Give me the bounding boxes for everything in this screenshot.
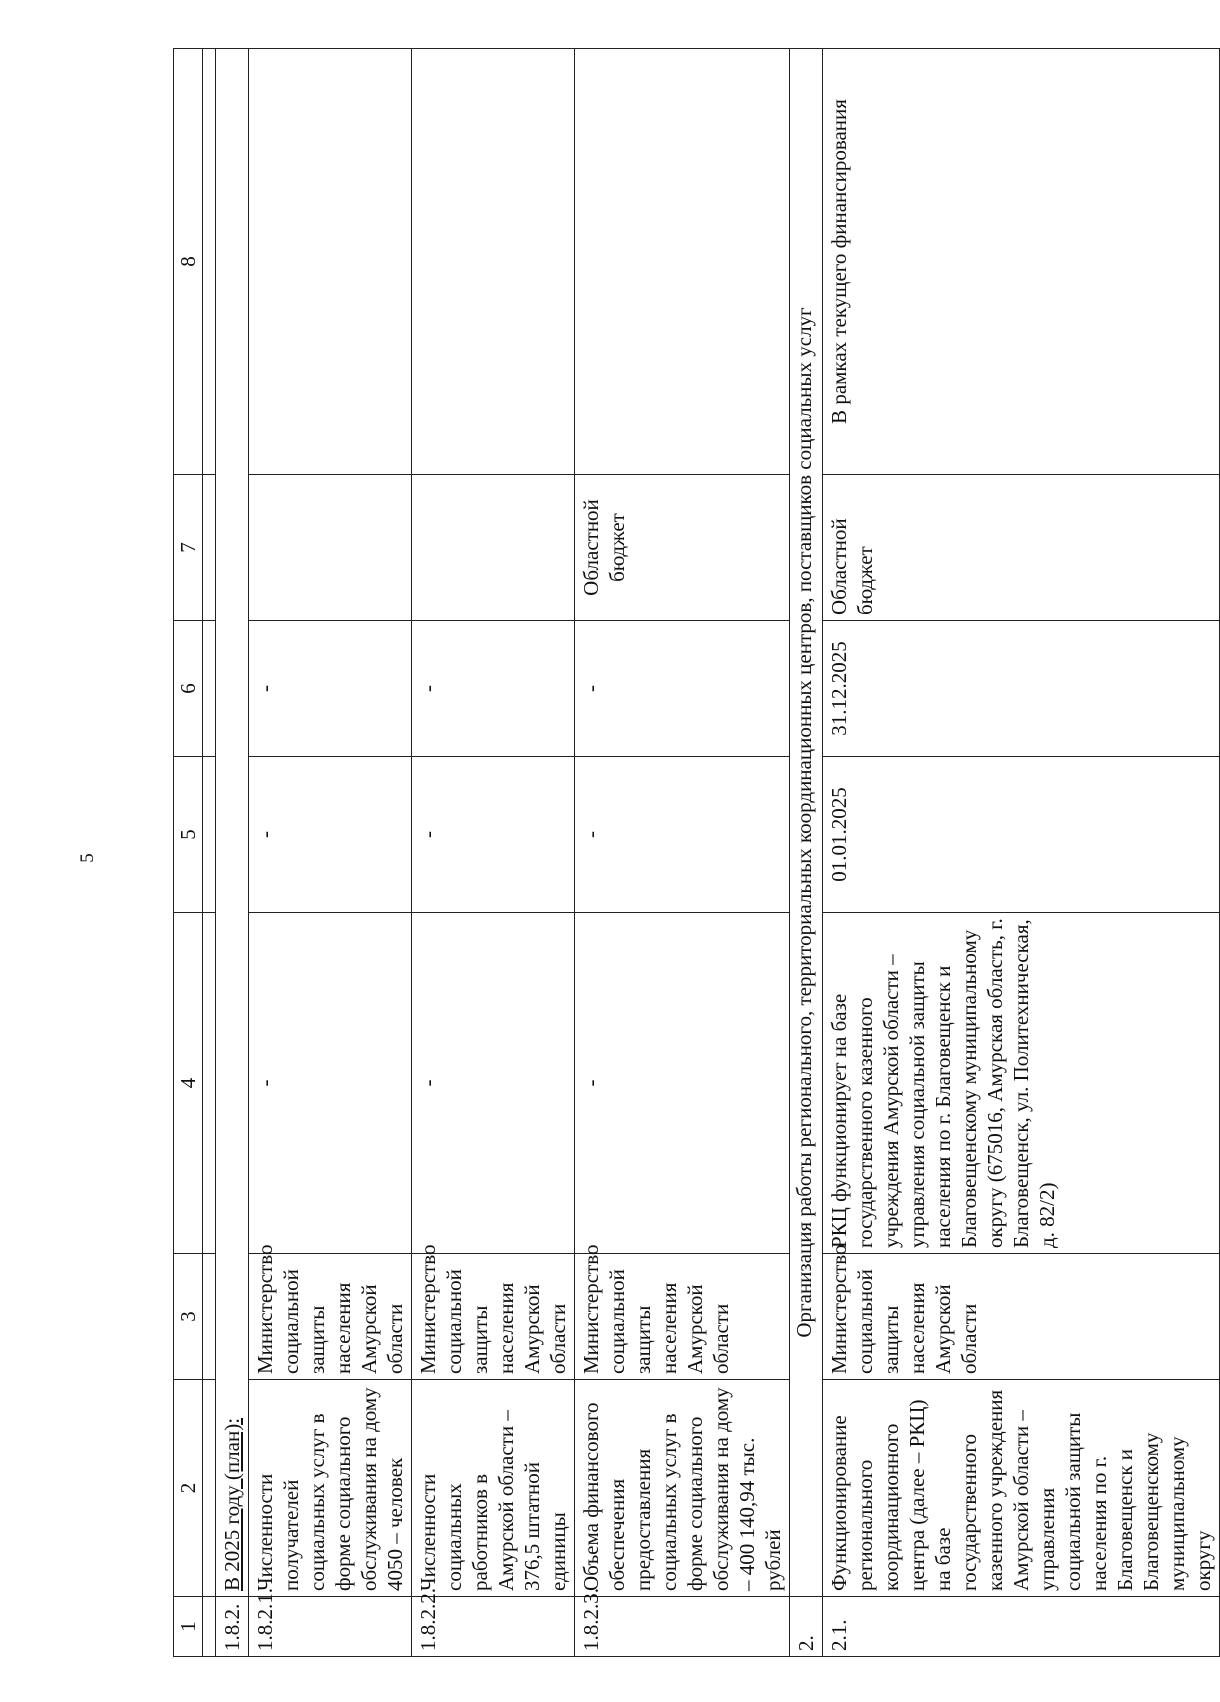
plan-table <box>173 48 1220 1657</box>
row-number: 1.8.2.1. <box>249 1597 412 1657</box>
row-number: 2. <box>790 1597 823 1657</box>
result-cell: - <box>412 913 575 1254</box>
column-number: 1 <box>174 1597 203 1657</box>
column-number: 6 <box>174 621 203 757</box>
end-date-cell: 31.12.2025 <box>823 621 1220 757</box>
column-number: 2 <box>174 1380 203 1597</box>
spacer-row <box>203 49 216 1657</box>
empty-cell <box>203 1597 216 1657</box>
column-number: 4 <box>174 913 203 1254</box>
table-row <box>790 49 823 1657</box>
table-row <box>823 49 1220 1657</box>
table-row <box>216 49 249 1657</box>
column-number: 7 <box>174 475 203 621</box>
section-heading: Организация работы регионального, территориальных координационных центров, поставщиков социальных услуг <box>790 49 823 1597</box>
table-row <box>249 49 412 1657</box>
empty-cell <box>203 757 216 913</box>
empty-cell <box>203 475 216 621</box>
funding-source-cell <box>249 475 412 621</box>
start-date-cell: 01.01.2025 <box>823 757 1220 913</box>
row-number: 1.8.2. <box>216 1597 249 1657</box>
funding-source-cell: Областной бюджет <box>575 475 790 621</box>
rotated-table-container <box>173 49 1215 1657</box>
result-cell: РКЦ функционирует на базе государственного казенного учреждения Амурской области – управления социальной защиты населения по г. Благовещенск и Благовещенскому муниципальному округу (675016, Амурская область, г. Благовещенск, ул. Политехническая, д. 82/2) <box>823 913 1220 1254</box>
empty-cell <box>203 913 216 1254</box>
table-row <box>412 49 575 1657</box>
empty-cell <box>203 49 216 475</box>
column-number: 3 <box>174 1254 203 1380</box>
empty-cell <box>203 1254 216 1380</box>
result-cell: - <box>575 913 790 1254</box>
empty-cell <box>203 1380 216 1597</box>
responsible-cell: Министерство социальной защиты населения Амурской области <box>249 1254 412 1380</box>
indicator-cell: Объема финансового обеспечения предоставления социальных услуг в форме социального обслуживания на дому – 400 140,94 тыс. рублей <box>575 1380 790 1597</box>
row-number: 2.1. <box>823 1597 1220 1657</box>
funding-volume-cell <box>575 49 790 475</box>
table-row <box>575 49 790 1657</box>
empty-cell <box>203 621 216 757</box>
row-number: 1.8.2.2. <box>412 1597 575 1657</box>
funding-volume-cell <box>249 49 412 475</box>
responsible-cell: Министерство социальной защиты населения Амурской области <box>412 1254 575 1380</box>
column-number: 8 <box>174 49 203 475</box>
plan-year-label: В 2025 году (план): <box>220 1417 244 1591</box>
start-date-cell: - <box>412 757 575 913</box>
responsible-cell: Министерство социальной защиты населения Амурской области <box>823 1254 1220 1380</box>
indicator-cell: Функционирование регионального координационного центра (далее – РКЦ) на базе государственного казенного учреждения Амурской области – управления социальной защиты населения по г. Благовещенск и Благовещенскому муниципальному округу <box>823 1380 1220 1597</box>
row-number: 1.8.2.3. <box>575 1597 790 1657</box>
indicator-cell: Численности социальных работников в Амурской области – 376,5 штатной единицы <box>412 1380 575 1597</box>
column-number-row <box>174 49 203 1657</box>
funding-volume-cell: В рамках текущего финансирования <box>823 49 1220 475</box>
indicator-cell: Численности получателей социальных услуг в форме социального обслуживания на дому 4050 – человек <box>249 1380 412 1597</box>
page-number: 5 <box>77 853 98 863</box>
responsible-cell: Министерство социальной защиты населения Амурской области <box>575 1254 790 1380</box>
end-date-cell: - <box>249 621 412 757</box>
start-date-cell: - <box>575 757 790 913</box>
end-date-cell: - <box>412 621 575 757</box>
funding-volume-cell <box>412 49 575 475</box>
column-number: 5 <box>174 757 203 913</box>
section-subheading <box>216 49 249 1597</box>
funding-source-cell: Областной бюджет <box>823 475 1220 621</box>
start-date-cell: - <box>249 757 412 913</box>
funding-source-cell <box>412 475 575 621</box>
result-cell: - <box>249 913 412 1254</box>
end-date-cell: - <box>575 621 790 757</box>
